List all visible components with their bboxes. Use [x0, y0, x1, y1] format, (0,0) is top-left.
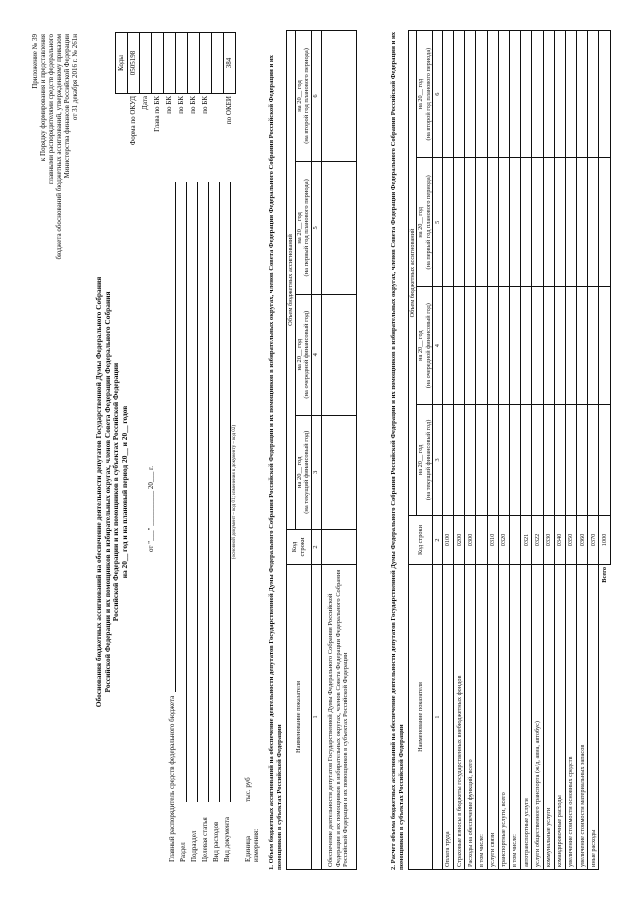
cell-value [321, 415, 356, 529]
cell-value [498, 404, 509, 515]
col-year-header [417, 31, 432, 158]
col-number: 6 [311, 31, 321, 162]
field-label: Раздел [178, 842, 187, 862]
table-row [588, 31, 599, 870]
row-name: в том числе: [476, 565, 487, 870]
field-label: Вид документа [222, 816, 231, 862]
cell-value [476, 287, 487, 404]
col-number: 3 [432, 404, 442, 515]
cell-value [521, 31, 532, 158]
cell-value [521, 158, 532, 287]
year-label: на 20__ год [417, 78, 425, 110]
cell-value [509, 404, 520, 515]
cell-value [599, 287, 610, 404]
cell-value [565, 287, 576, 404]
cell-value [509, 158, 520, 287]
cell-value [465, 158, 476, 287]
field-value-line [186, 182, 187, 802]
cell-value [577, 404, 588, 515]
table-row [476, 31, 487, 870]
year-label: на 20__ год [295, 212, 303, 244]
appendix-block [31, 34, 79, 394]
cell-value [588, 404, 599, 515]
cell-value [554, 158, 565, 287]
cell-value [442, 404, 453, 515]
year-sub: (на первый год планового периода) [303, 179, 311, 277]
code-value [188, 33, 200, 94]
cell-value [487, 404, 498, 515]
cell-value [321, 294, 356, 415]
cell-value [509, 31, 520, 158]
field-value-line [230, 182, 231, 802]
col-name-header: Наименование показателя [287, 565, 311, 870]
col-year-header [417, 404, 432, 515]
year-sub: (на первый год планового периода) [424, 175, 432, 270]
codes-header: Коды [116, 33, 128, 94]
section-1 [268, 30, 357, 870]
year-sub: (на текущий финансовый год) [303, 430, 311, 514]
col-year-header [295, 415, 311, 529]
cell-value [498, 158, 509, 287]
row-code: 0330 [543, 516, 554, 565]
cell-value [543, 404, 554, 515]
table-row [543, 31, 554, 870]
cell-value [599, 158, 610, 287]
cell-value [465, 31, 476, 158]
field-label: Подраздел [189, 830, 198, 862]
col-number: 1 [311, 565, 321, 870]
cell-value [565, 404, 576, 515]
appendix-line: к Порядку формирования и представления [39, 34, 48, 162]
field-value-line [219, 182, 220, 802]
appendix-line: Министерства финансов Российской Федерации [63, 34, 72, 179]
row-code: 0100 [442, 516, 453, 565]
row-name: услуги общественного транспорта (ж/д, авиа, автобус) [532, 565, 543, 870]
table-row [554, 31, 565, 870]
section-2-heading: 2. Расчет объема бюджетных ассигнований на обеспечение деятельности депутатов Государственной Думы Федерального Собрания Российской Федерации и их помощников в избирательных округах, членов Совета Федерации Федерального Собрания Российской Федерации и их помощников в субъектах Российской Федерации [390, 31, 405, 870]
cell-value [554, 287, 565, 404]
row-name: Обеспечение деятельности депутатов Государственной Думы Федерального Собрания Российской Федерации и их помощников в избирательных округах, членов Совета Федерации Федерального Собрания Российской Федерации и их помощников в субъектах Российской Федерации [321, 565, 356, 870]
title-line: на 20__ год и на плановый период 20__ и 20__ годов [119, 405, 129, 579]
cell-value [532, 404, 543, 515]
row-name: Страховые взносы в бюджеты государственных внебюджетных фондов [454, 565, 465, 870]
code-value [152, 33, 164, 94]
cell-value [465, 404, 476, 515]
table-row [465, 31, 476, 870]
cell-value [588, 287, 599, 404]
doc-type-hint: (основной документ – код 01; изменения к документу – код 02) [232, 424, 237, 560]
cell-value [588, 158, 599, 287]
table-row [321, 31, 356, 870]
cell-value [532, 287, 543, 404]
col-number: 4 [432, 287, 442, 404]
row-code: 0340 [554, 516, 565, 565]
table-row [454, 31, 465, 870]
code-label: Форма по ОКУД [129, 96, 138, 146]
cell-value [554, 31, 565, 158]
cell-value [532, 158, 543, 287]
code-value [176, 33, 188, 94]
cell-value [442, 31, 453, 158]
codes-block [115, 32, 236, 162]
total-code: 1000 [599, 516, 610, 565]
cell-value [321, 161, 356, 294]
cell-value [465, 287, 476, 404]
header-fields [165, 182, 260, 862]
section-1-table [286, 30, 356, 870]
year-label: на 20__ год [295, 456, 303, 489]
cell-value [487, 287, 498, 404]
table-row [498, 31, 509, 870]
row-code: 0360 [577, 516, 588, 565]
table-row [565, 31, 576, 870]
row-code: 0350 [565, 516, 576, 565]
row-name: коммунальные услуги [543, 565, 554, 870]
title-line: Российской Федерации и их помощников в субъектах Российской Федерации [111, 362, 121, 622]
title-line: Российской Федерации и их помощников в избирательных округах, членов Совета Федерации Федерального Собрания [102, 291, 112, 693]
cell-value [487, 158, 498, 287]
cell-value [599, 31, 610, 158]
col-name-header: Наименование показателя [409, 565, 433, 870]
row-name: увеличение стоимости материальных запасов [577, 565, 588, 870]
cell-value [454, 31, 465, 158]
cell-value [554, 404, 565, 515]
col-number: 1 [432, 565, 442, 870]
appendix-number: Приложение № 39 [31, 34, 39, 89]
col-year-header [295, 31, 311, 162]
row-code: 0300 [465, 516, 476, 565]
cell-value [543, 158, 554, 287]
cell-value [577, 31, 588, 158]
cell-value [487, 31, 498, 158]
unit-label: Единица измерения: [243, 828, 260, 862]
date-line: от "___" __________ 20___ г. [147, 465, 155, 552]
section-2 [390, 30, 611, 870]
col-year-header [417, 287, 432, 404]
row-name: транспортные услуги, всего [498, 565, 509, 870]
cell-value [599, 404, 610, 515]
cell-value [543, 287, 554, 404]
field-label: Целевая статья [200, 817, 209, 862]
cell-value [498, 31, 509, 158]
year-sub: (на второй год планового периода) [303, 48, 311, 144]
section-1-heading: 1. Объем бюджетных ассигнований на обеспечение деятельности депутатов Государственной Думы Федерального Собрания Российской Федерации и их помощников в избирательных округах, членов Совета Федерации Федерального Собрания Российской Федерации и их помощников в субъектах Российской Федерации [268, 55, 283, 870]
table-row [442, 31, 453, 870]
col-year-header [295, 294, 311, 415]
title-line: Обоснования бюджетных ассигнований на обеспечение деятельности депутатов Государственной Думы Федерального Собрания [94, 276, 103, 708]
cell-value [565, 31, 576, 158]
row-code: 0321 [521, 516, 532, 565]
table-row [577, 31, 588, 870]
year-sub: (на второй год планового периода) [424, 47, 432, 141]
year-label: на 20__ год [295, 338, 303, 371]
appendix-line: бюджета обоснований бюджетных ассигнований, утвержденному приказом [55, 34, 64, 260]
unit-value: тыс. руб [243, 777, 252, 802]
code-value: 0505198 [128, 33, 140, 94]
cell-value [543, 31, 554, 158]
col-number-row [432, 31, 442, 870]
code-value [140, 33, 152, 94]
appendix-line: главными распорядителями средств федерального [47, 34, 56, 185]
document-title [95, 182, 129, 802]
code-label: Глава по БК [153, 96, 162, 132]
cell-value [476, 158, 487, 287]
year-label: на 20__ год [295, 80, 303, 112]
field-value-line [175, 182, 176, 692]
code-value [200, 33, 212, 94]
cell-value [498, 287, 509, 404]
field-value-line [208, 182, 209, 802]
year-sub: (на очередной финансовый год) [303, 310, 311, 399]
year-label: на 20__ год [417, 330, 425, 361]
col-number: 5 [432, 158, 442, 287]
col-year-header [417, 158, 432, 287]
row-name: Оплата труда [442, 565, 453, 870]
cell-value [442, 287, 453, 404]
year-label: на 20__ год [417, 444, 425, 476]
col-number: 2 [311, 530, 321, 565]
row-code: 0322 [532, 516, 543, 565]
code-label: по БК [201, 96, 210, 114]
col-code-header: Код строки [409, 516, 433, 565]
codes-table [115, 32, 236, 162]
cell-value [577, 158, 588, 287]
total-row [599, 31, 610, 870]
appendix-line: от 31 декабря 2016 г. № 261н [71, 34, 80, 121]
row-code [509, 516, 520, 565]
year-sub: (на текущий финансовый год) [424, 419, 432, 501]
field-label: Главный распорядитель средств федерального бюджета [167, 695, 176, 862]
row-code: 0310 [487, 516, 498, 565]
row-name: иные расходы [588, 565, 599, 870]
col-number-row [311, 31, 321, 870]
field-label: Вид расходов [211, 821, 220, 862]
code-label: по БК [189, 96, 198, 114]
col-number: 4 [311, 294, 321, 415]
cell-value [532, 31, 543, 158]
rotated-document-sheet [25, 12, 615, 892]
col-volume-header: Объем бюджетных ассигнований [409, 31, 417, 516]
row-name: Расходы на обеспечение функций, всего [465, 565, 476, 870]
code-label: Дата [141, 96, 150, 110]
cell-value [454, 287, 465, 404]
okei-label: по ОКЕИ [225, 96, 234, 125]
col-code-header: Код строки [287, 530, 311, 565]
col-volume-header: Объем бюджетных ассигнований [287, 31, 295, 530]
year-sub: (на очередной финансовый год) [424, 303, 432, 389]
cell-value [577, 287, 588, 404]
total-label: Всего [599, 565, 610, 870]
cell-value [454, 404, 465, 515]
table-row [532, 31, 543, 870]
row-code: 0200 [454, 516, 465, 565]
row-code: 0320 [498, 516, 509, 565]
cell-value [588, 31, 599, 158]
cell-value [454, 158, 465, 287]
col-number: 6 [432, 31, 442, 158]
table-row [521, 31, 532, 870]
cell-value [565, 158, 576, 287]
code-label: по БК [165, 96, 174, 114]
cell-value [476, 31, 487, 158]
row-code [321, 530, 356, 565]
cell-value [476, 404, 487, 515]
row-name: командировочные расходы [554, 565, 565, 870]
code-label: по БК [177, 96, 186, 114]
section-2-table [408, 30, 611, 870]
row-code [476, 516, 487, 565]
table-row [509, 31, 520, 870]
table-row [487, 31, 498, 870]
okei-value: 384 [224, 33, 236, 94]
code-value [164, 33, 176, 94]
col-number: 2 [432, 516, 442, 565]
cell-value [521, 404, 532, 515]
col-year-header [295, 161, 311, 294]
row-name: в том числе: [509, 565, 520, 870]
cell-value [442, 158, 453, 287]
field-value-line [197, 182, 198, 802]
row-name: увеличение стоимости основных средств [565, 565, 576, 870]
col-number: 3 [311, 415, 321, 529]
row-code: 0370 [588, 516, 599, 565]
year-label: на 20__ год [417, 207, 425, 238]
cell-value [521, 287, 532, 404]
cell-value [321, 31, 356, 162]
col-number: 5 [311, 161, 321, 294]
row-name: услуги связи [487, 565, 498, 870]
row-name: автотранспортные услуги [521, 565, 532, 870]
cell-value [509, 287, 520, 404]
